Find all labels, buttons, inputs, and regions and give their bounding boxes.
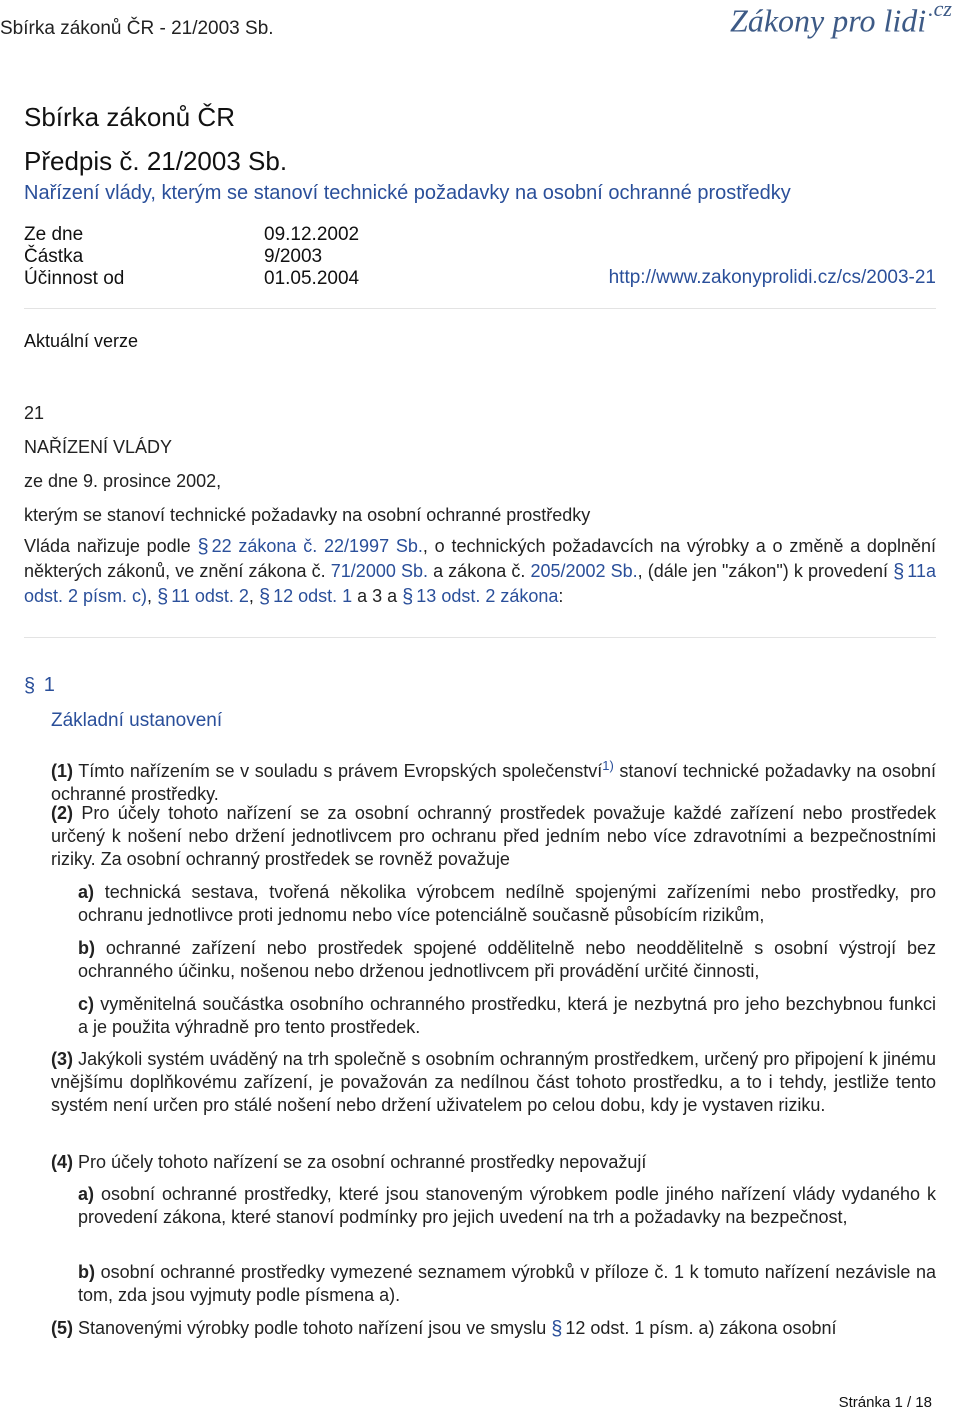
regulation-subject-line: kterým se stanoví technické požadavky na osobní ochranné prostředky (24, 505, 591, 525)
logo-suffix: .cz (928, 0, 952, 21)
paragraph-4: (4) Pro účely tohoto nařízení se za osobní ochranné prostředky nepovažují (51, 1152, 647, 1172)
law-link[interactable]: 12 odst. 1 (273, 586, 353, 606)
regulation-date-line: ze dne 9. prosince 2002, (24, 471, 222, 491)
regulation-number-line: 21 (24, 403, 45, 423)
collection-title: Sbírka zákonů ČR (24, 102, 235, 132)
law-link[interactable]: 13 odst. 2 zákona (416, 586, 559, 606)
source-url-link[interactable]: http://www.zakonyprolidi.cz/cs/2003-21 (608, 267, 936, 288)
law-link[interactable]: 205/2002 Sb. (530, 561, 638, 581)
date-value: 09.12.2002 (264, 224, 360, 245)
effective-value: 01.05.2004 (264, 268, 360, 289)
effective-label: Účinnost od (24, 268, 125, 289)
section-sign-icon: § (24, 675, 36, 697)
paragraph-5: (5) Stanovenými výrobky podle tohoto nařízení jsou ve smyslu § 12 odst. 1 písm. a) zákona osobní (51, 1318, 837, 1338)
regulation-type: NAŘÍZENÍ VLÁDY (24, 437, 173, 457)
paragraph-2: (2) Pro účely tohoto nařízení se za osobní ochranný prostředek považuje každé zařízení nebo prostředek určený k nošení nebo držení jednotlivcem pro ochranu před jedním nebo více zdravotními a bezpečnostními riziky. Za osobní ochranný prostředek se rovněž považuje (51, 803, 936, 869)
law-link[interactable]: 22 zákona č. 22/1997 Sb. (211, 536, 423, 556)
part-label: Částka (24, 246, 84, 267)
paragraph-4-item-b: b) osobní ochranné prostředky vymezené seznamem výrobků v příloze č. 1 k tomuto nařízení nezávisle na tom, zda jsou vyjmuty podle písmena a). (78, 1262, 936, 1305)
section-sign-icon: § (197, 536, 209, 558)
section-heading[interactable]: § 1 (24, 674, 55, 697)
paragraph-2-item-b: b) ochranné zařízení nebo prostředek spojené oddělitelně nebo neoddělitelně s osobní výstrojí bez ochranného účinku, nošenou nebo drženou jednotlivcem při provádění určité činnosti, (78, 938, 936, 981)
section-sign-icon: § (157, 586, 169, 608)
section-title: Základní ustanovení (51, 710, 223, 731)
regulation-number: Předpis č. 21/2003 Sb. (24, 146, 288, 176)
paragraph-3: (3) Jakýkoli systém uváděný na trh společně s osobním ochranným prostředkem, určený pro připojení k jinému vnějšímu doplňkovému zařízení, je považován za nedílnou část tohoto prostředku, a to i tehdy, jestliže tento systém není určen pro stálé nošení nebo držení uživatelem po celou dobu, kdy je vystaven riziku. (51, 1049, 936, 1115)
section-sign-icon: § (893, 561, 905, 583)
paragraph-2-item-c: c) vyměnitelná součástka osobního ochranného prostředku, která je nezbytná pro jeho bezchybnou funkci a je použita výhradně pro tento prostředek. (78, 994, 936, 1037)
document-header-title: Sbírka zákonů ČR - 21/2003 Sb. (0, 18, 274, 39)
paragraph-1: (1) Tímto nařízením se v souladu s právem Evropských společenství$^{1)}$ stanoví technické požadavky na osobní ochranné prostředky. (51, 758, 937, 804)
section-sign-icon: § (258, 586, 271, 608)
law-link[interactable]: 11 odst. 2 (171, 586, 249, 606)
footnote-link[interactable]: 1) (602, 758, 614, 773)
law-link[interactable]: 71/2000 Sb. (330, 561, 428, 581)
section-sign-icon: § (402, 586, 414, 608)
paragraph-4-item-a: a) osobní ochranné prostředky, které jsou stanoveným výrobkem podle jiného nařízení vlády vydaného k provedení zákona, které stanoví podmínky pro jejich uvedení na trh a požadavky na bezpečnost, (78, 1184, 936, 1227)
logo-text: Zákony pro lidi (730, 2, 927, 39)
regulation-full-name: Nařízení vlády, kterým se stanoví technické požadavky na osobní ochranné prostředky (24, 182, 791, 204)
law-link[interactable]: 12 odst. 1 písm. a) zákona (565, 1318, 778, 1338)
paragraph-2-item-a: a) technická sestava, tvořená několika výrobcem nedílně spojenými zařízeními nebo prostředky, pro ochranu jednotlivce proti jednomu nebo více potenciálně současně působícím rizikům, (78, 882, 936, 925)
site-logo[interactable] (730, 0, 952, 40)
divider (24, 308, 936, 309)
date-label: Ze dne (24, 224, 84, 245)
divider (24, 637, 936, 638)
part-link[interactable]: 9/2003 (264, 246, 323, 267)
section-sign-icon: § (551, 1318, 563, 1338)
preamble: Vláda nařizuje podle § 22 zákona č. 22/1997 Sb., o technických požadavcích na výrobky a o změně a doplnění některých zákonů, ve znění zákona č. 71/2000 Sb. a zákona č. 205/2002 Sb., (dále jen "zákon") k provedení § 11a odst. 2 písm. c), § 11 odst. 2, § 12 odst. 1 a 3 a § 13 odst. 2 zákona: (24, 536, 936, 608)
version-label: Aktuální verze (24, 331, 139, 351)
law-link[interactable]: 11a odst. 2 písm. c) (24, 561, 936, 606)
page-number: Stránka 1 / 18 (838, 1394, 932, 1411)
